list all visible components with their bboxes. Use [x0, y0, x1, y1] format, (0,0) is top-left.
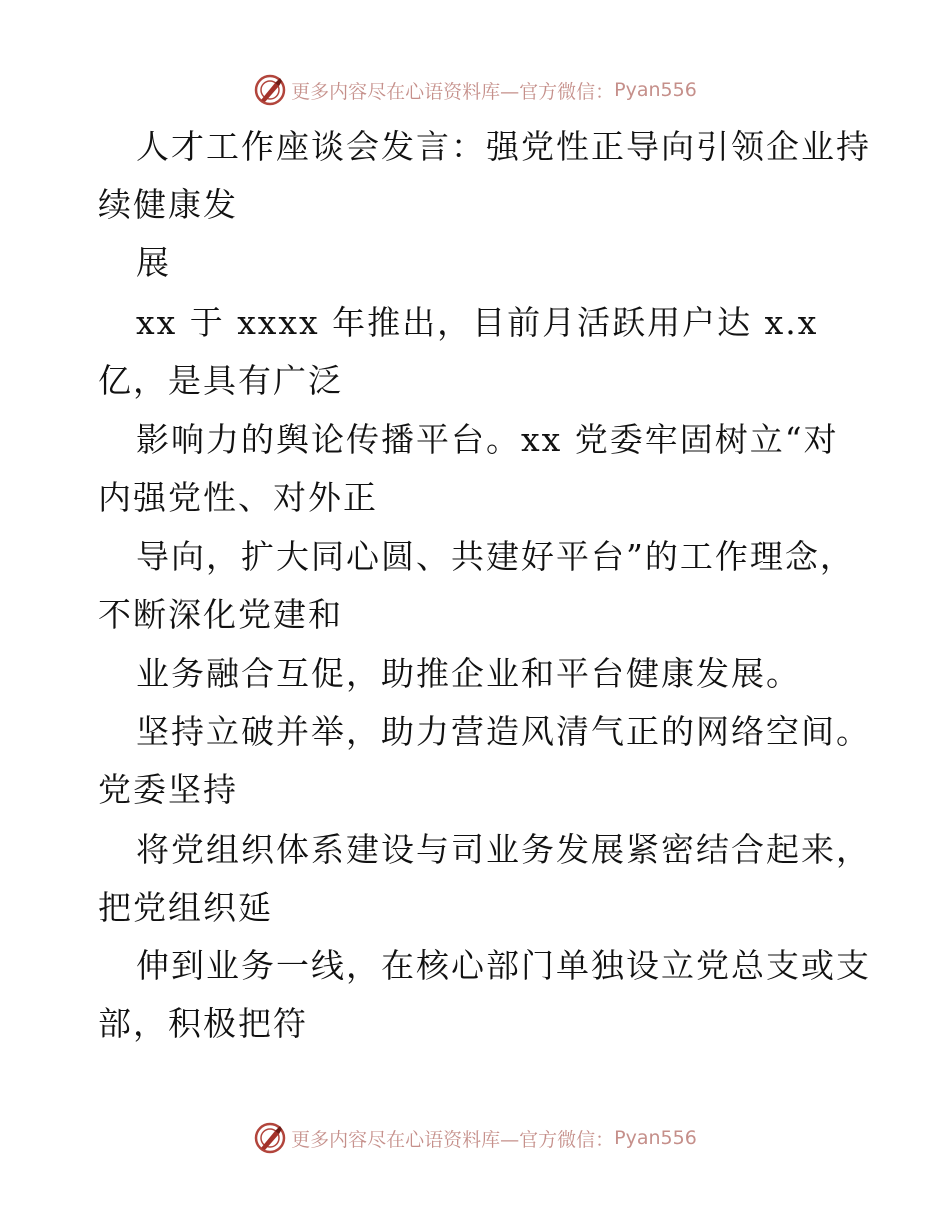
pen-logo-icon	[253, 73, 287, 107]
watermark-text: 更多内容尽在心语资料库—官方微信：	[291, 1128, 615, 1151]
text-line: 将党组织体系建设与司业务发展紧密结合起来，	[136, 830, 871, 869]
text-line: 导向，扩大同心圆、共建好平台”的工作理念，	[136, 537, 855, 576]
watermark-id: Pyan556	[614, 79, 697, 101]
text-line: 坚持立破并举，助力营造风清气正的网络空间。	[136, 712, 871, 751]
text-line: 不断深化党建和	[98, 595, 343, 634]
header-watermark	[0, 70, 950, 110]
text-line: 部，积极把符	[98, 1004, 308, 1043]
pen-logo-icon	[253, 1121, 287, 1155]
text-line: xx 于 xxxx 年推出，目前月活跃用户达 x.x	[136, 303, 819, 342]
text-line: 亿，是具有广泛	[98, 361, 343, 400]
text-line: 内强党性、对外正	[98, 478, 378, 517]
text-line: 展	[136, 243, 171, 282]
text-line: 业务融合互促，助推企业和平台健康发展。	[136, 654, 801, 693]
text-line: 把党组织延	[98, 888, 273, 927]
text-line: 人才工作座谈会发言：强党性正导向引领企业持	[136, 127, 871, 166]
text-line: 续健康发	[98, 185, 238, 224]
text-line: 党委坚持	[98, 770, 238, 809]
watermark-text: 更多内容尽在心语资料库—官方微信：	[291, 80, 615, 103]
footer-watermark	[0, 1118, 950, 1158]
text-line: 伸到业务一线，在核心部门单独设立党总支或支	[136, 946, 871, 985]
watermark-id: Pyan556	[614, 1127, 697, 1149]
text-line: 影响力的舆论传播平台。xx 党委牢固树立“对	[136, 420, 839, 459]
